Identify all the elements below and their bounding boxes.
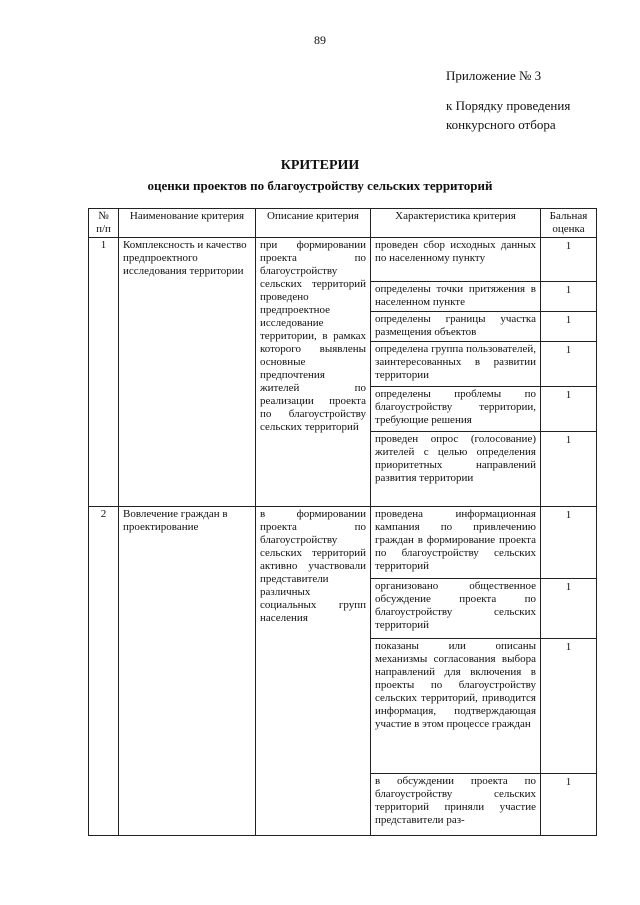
column-header-desc: Описание критерия [256,209,371,238]
characteristic-cell: проведена информационная кампания по привлечению граждан в формирование проекта по благоустройству сельских территорий [371,507,541,579]
appendix-label: Приложение № 3 [446,68,542,83]
column-header-char: Характеристика критерия [371,209,541,238]
criterion-description: при формировании проекта по благоустройству сельских территорий проведено предпроектное исследование территории, в рамках которого выявлены основные предпочтения жителей по реализации проекта по благоустройству сельских территорий [256,238,371,507]
score-cell: 1 [541,579,597,639]
score-cell: 1 [541,774,597,836]
score-cell: 1 [541,342,597,387]
score-cell: 1 [541,282,597,312]
score-cell: 1 [541,432,597,507]
criterion-name: Вовлечение граждан в проектирование [119,507,256,836]
table-row [89,507,597,579]
characteristic-cell: определена группа пользователей, заинтересованных в развитии территории [371,342,541,387]
characteristic-cell: определены границы участка размещения объектов [371,312,541,342]
page-number: 89 [314,33,326,47]
criterion-number: 2 [89,507,119,836]
characteristic-cell: проведен опрос (голосование) жителей с целью определения приоритетных направлений развития территории [371,432,541,507]
column-header-name: Наименование критерия [119,209,256,238]
score-cell: 1 [541,312,597,342]
document-subtitle: оценки проектов по благоустройству сельских территорий [147,178,493,193]
criterion-number: 1 [89,238,119,507]
score-cell: 1 [541,507,597,579]
appendix-reference-line1: к Порядку проведения [446,98,571,113]
criteria-table [88,208,597,836]
characteristic-cell: показаны или описаны механизмы согласования выбора направлений для включения в проекты по благоустройству сельских территорий, приводится информация, подтверждающая участие в этом процессе граждан [371,639,541,774]
appendix-reference [446,96,570,134]
characteristic-cell: проведен сбор исходных данных по населенному пункту [371,238,541,282]
table-header-row [89,209,597,238]
document-title: КРИТЕРИИ [280,158,360,173]
characteristic-cell: определены точки притяжения в населенном пункте [371,282,541,312]
column-header-score: Бальная оценка [541,209,597,238]
score-cell: 1 [541,639,597,774]
characteristic-cell: в обсуждении проекта по благоустройству сельских территорий приняли участие представители раз- [371,774,541,836]
appendix-reference-line2: конкурсного отбора [446,117,556,132]
characteristic-cell: определены проблемы по благоустройству территории, требующие решения [371,387,541,432]
score-cell: 1 [541,387,597,432]
table-row [89,238,597,282]
criterion-name: Комплексность и качество предпроектного исследования территории [119,238,256,507]
column-header-num: № п/п [89,209,119,238]
score-cell: 1 [541,238,597,282]
criterion-description: в формировании проекта по благоустройству сельских территорий активно участвовали представители различных социальных групп населения [256,507,371,836]
characteristic-cell: организовано общественное обсуждение проекта по благоустройству сельских территорий [371,579,541,639]
